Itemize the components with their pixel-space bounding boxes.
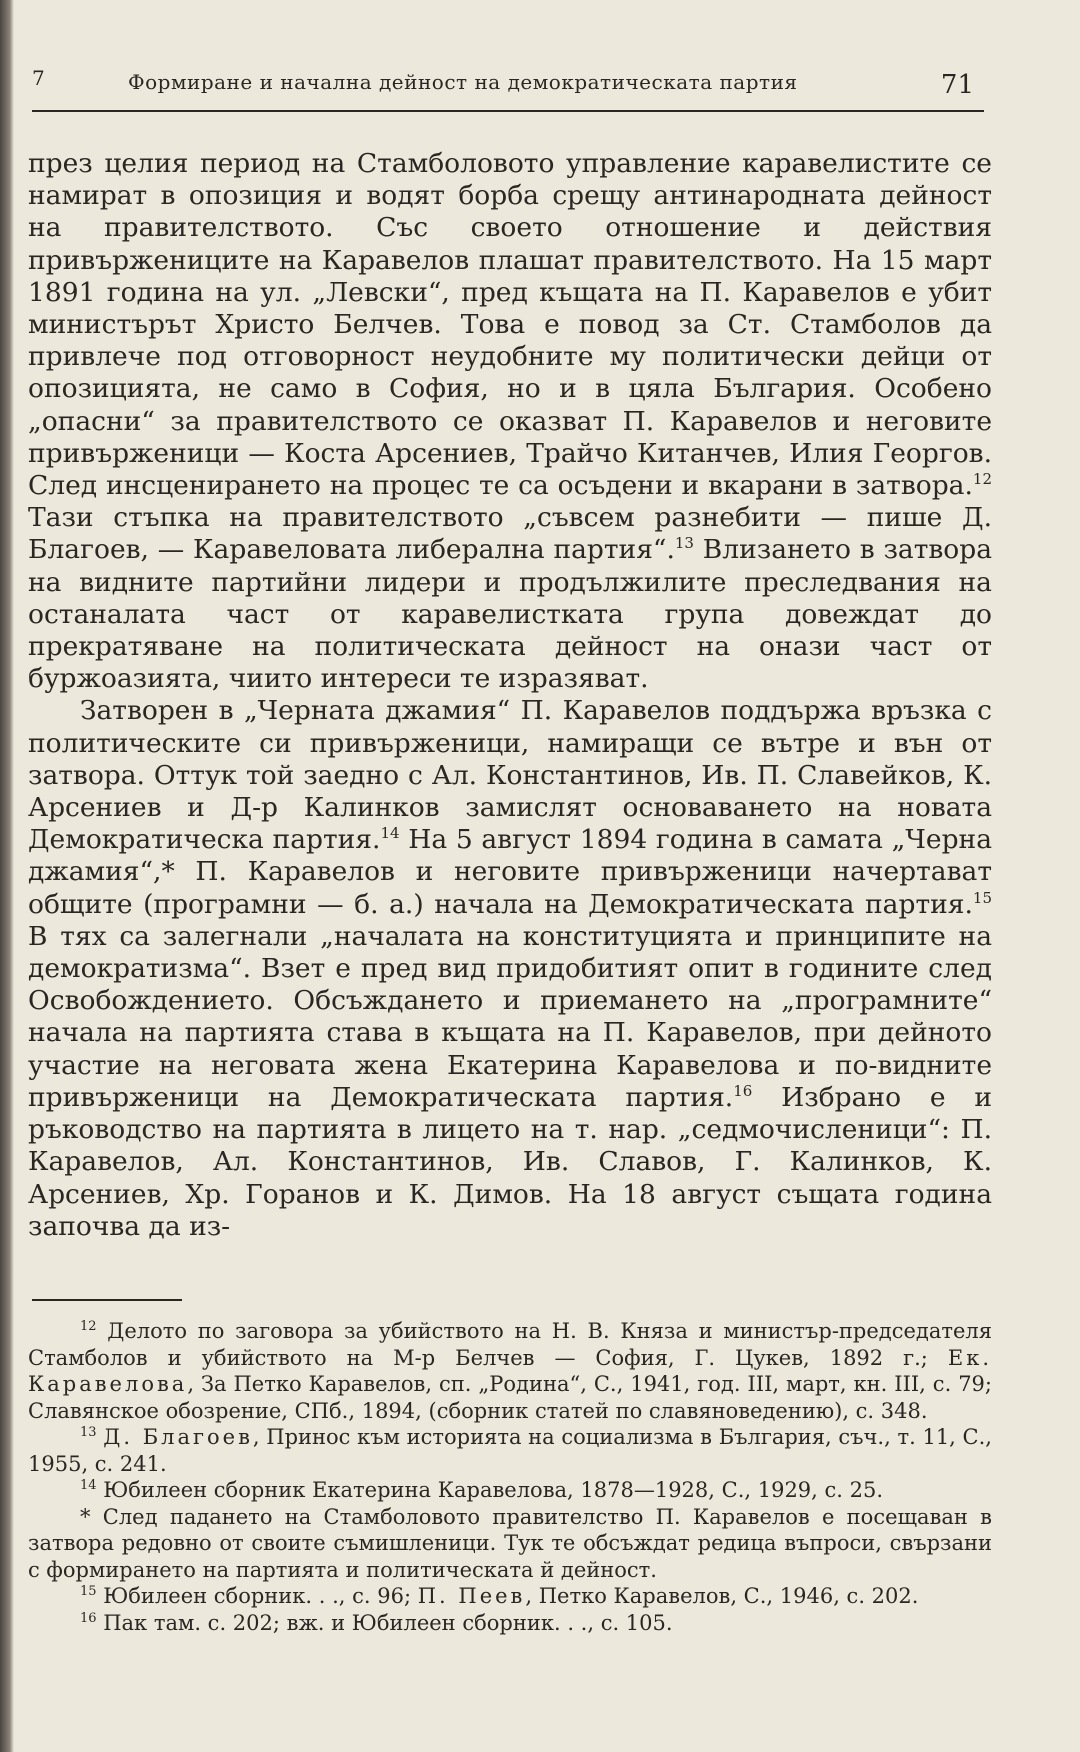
footnote-12: $^{12}$ Делото по заговора за убийството на Н. В. Княза и министър-председателя Стамболов и убийството на М-р Белчев — София, Г. Цукев, 1892 г.; Ек. Каравелова, За Петко Каравелов, сп. „Родина“, С., 1941, год. III, март, кн. III, с. 79; Славянское обозрение, СПб., 1894, (сборник статей по славяноведению), с. 348. (28, 1319, 992, 1423)
header-rule (32, 110, 984, 112)
footnotes (28, 1318, 992, 1636)
paragraph-2: Затворен в „Черната джамия“ П. Каравелов поддържа връзка с политическите си привърженици, намиращи се вътре и вън от затвора. Оттук той заедно с Ал. Константинов, Ив. П. Славейков, К. Арсениев и Д-р Калинков замислят основаването на новата Демократическа партия.$^{14}$ На 5 август 1894 година в самата „Черна джамия“,* П. Каравелов и неговите привърженици начертават общите (програмни — б. а.) начала на Демократическата партия.$^{15}$ В тях са залегнали „началата на конституцията и принципите на демократизма“. Взет е пред вид придобитият опит в годините след Освобождението. Обсъждането и приемането на „програмните“ начала на партията става в къщата на П. Каравелов, при дейното участие на неговата жена Екатерина Каравелова и по-видните привърженици на Демократическата партия.$^{16}$ Избрано е и ръководство на партията в лицето на т. нар. „седмочисленици“: П. Каравелов, Ал. Константинов, Ив. Славов, Г. Калинков, К. Арсениев, Хр. Горанов и К. Димов. На 18 август същата година започва да из- (28, 695, 992, 1242)
footnote-13: $^{13}$ Д. Благоев, Принос към историята на социализма в България, съч., т. 11, С., 1955, с. 241. (28, 1425, 992, 1476)
footnote-14: $^{14}$ Юбилеен сборник Екатерина Каравелова, 1878—1928, С., 1929, с. 25. (80, 1478, 884, 1502)
footnote-ref-15: 15 (972, 888, 992, 907)
footnote-ref-14: 14 (380, 824, 400, 843)
page-number: 71 (940, 70, 974, 100)
book-page (28, 0, 1028, 1752)
running-title: Формиране и начална дейност на демократическата партия (128, 70, 798, 94)
footnote-ref-16: 16 (733, 1082, 753, 1101)
footnote-star: * След падането на Стамболовото правителство П. Каравелов е посещаван в затвора редовно от своите съмишленици. Тук те обсъждат редица въпроси, свързани с формирането на партията и политическата й дейност. (28, 1504, 992, 1582)
footnote-15: $^{15}$ Юбилеен сборник. . ., с. 96; П. Пеев, Петко Каравелов, С., 1946, с. 202. (80, 1584, 919, 1608)
footnote-ref-13: 13 (674, 534, 694, 553)
footnote-ref-12: 12 (972, 470, 992, 489)
footnote-rule (32, 1299, 182, 1301)
running-header (32, 64, 992, 108)
footnote-16: $^{16}$ Пак там. с. 202; вж. и Юбилеен сборник. . ., с. 105. (80, 1610, 673, 1635)
chapter-number: 7 (32, 66, 45, 90)
paragraph-1: през целия период на Стамболовото управление каравелистите се намират в опозиция и водят борба срещу антинародната дейност на правителството. Със своето отношение и действия привържениците на Каравелов плашат правителството. На 15 март 1891 година на ул. „Левски“, пред къщата на П. Каравелов е убит министърът Христо Белчев. Това е повод за Ст. Стамболов да привлече под отговорност неудобните му политически дейци от опозицията, не само в София, но и в цяла България. Особено „опасни“ за правителството се оказват П. Каравелов и неговите привърженици — Коста Арсениев, Трайчо Китанчев, Илия Георгов. След инсценирането на процес те са осъдени и вкарани в затвора.$^{12}$ Тази стъпка на правителството „съвсем разнебити — пише Д. Благоев, — Каравеловата либерална партия“.$^{13}$ Влизането в затвора на видните партийни лидери и продължилите преследвания на останалата част от каравелистката група довеждат до прекратяване на политическата дейност на онази част от буржоазията, чиито интереси те изразяват. (28, 148, 992, 695)
main-text (28, 148, 992, 1243)
book-spine-shadow (0, 0, 14, 1752)
